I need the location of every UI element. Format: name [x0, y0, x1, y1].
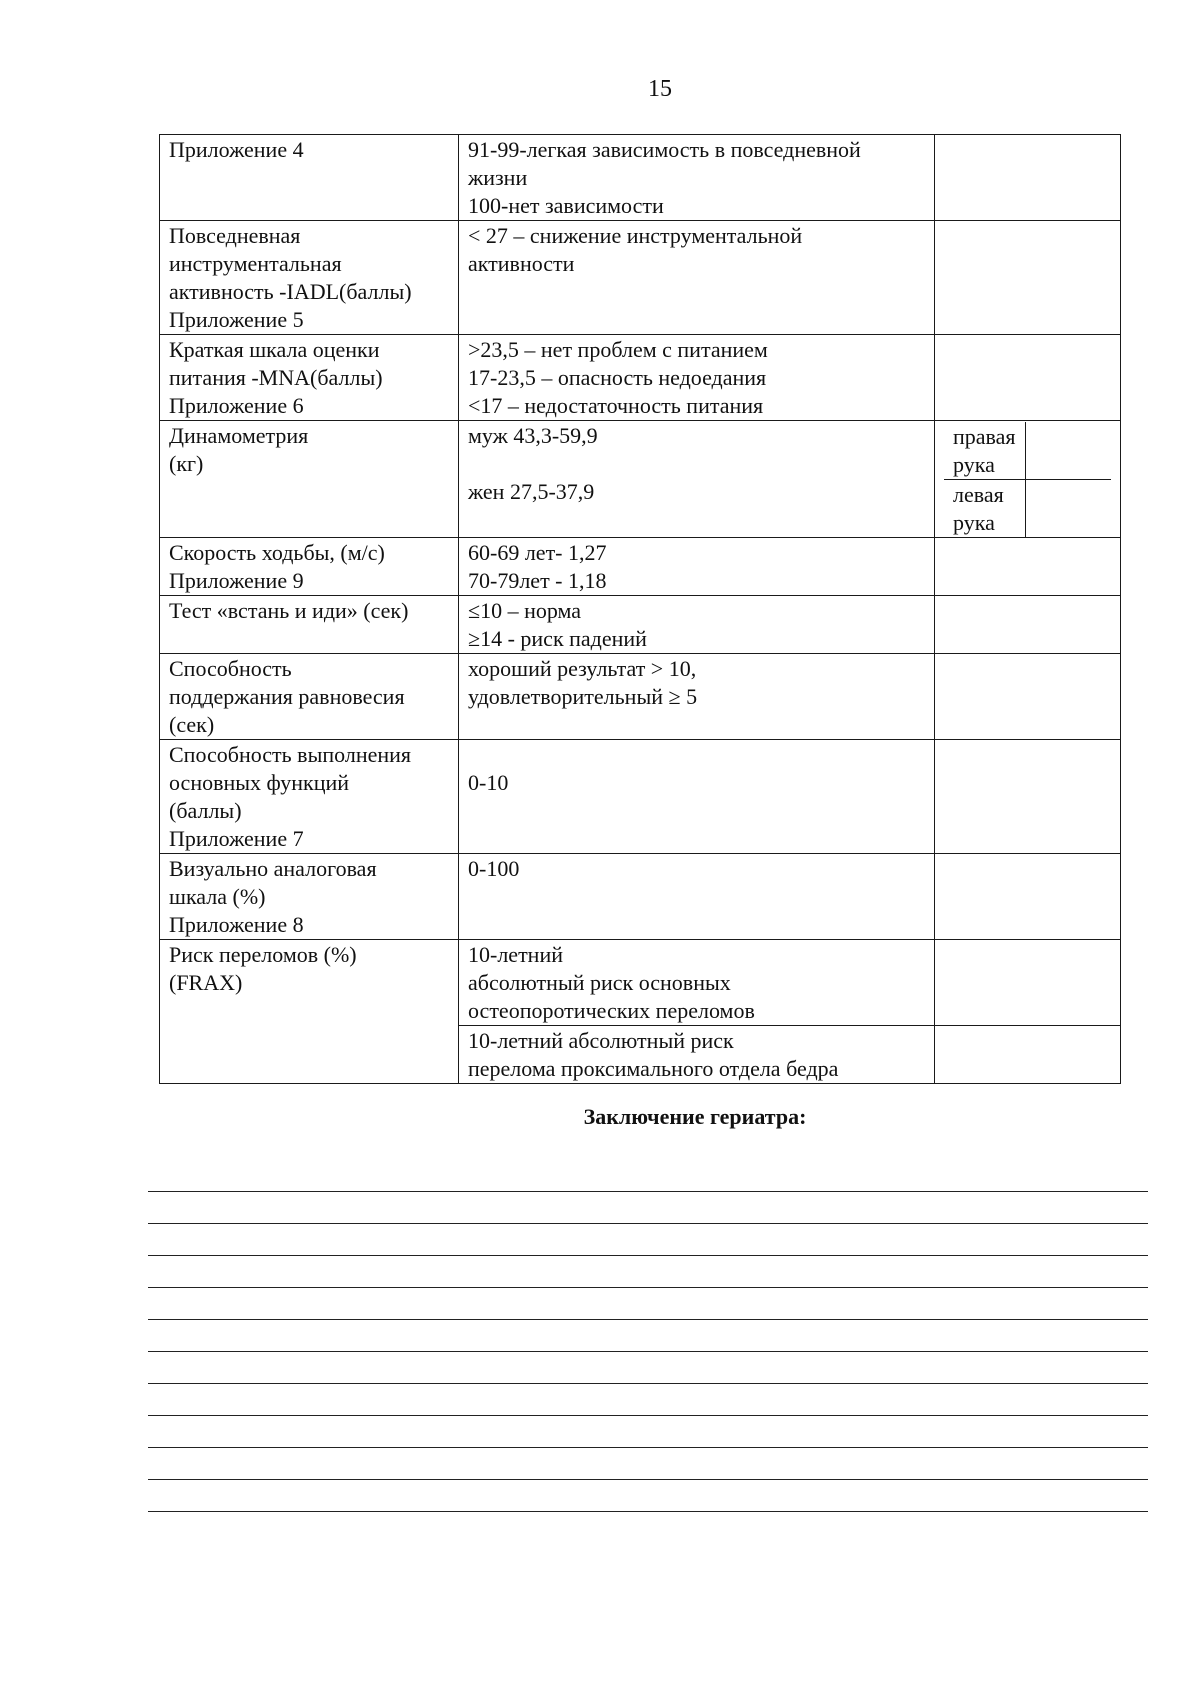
hand-label-line: рука	[953, 452, 995, 477]
hand-label-line: рука	[953, 510, 995, 535]
norm-cell	[459, 221, 935, 335]
norm-line: 60-69 лет- 1,27	[468, 540, 607, 565]
indicator-line: (баллы)	[169, 798, 242, 823]
result-cell[interactable]	[935, 654, 1121, 740]
blank-line[interactable]	[148, 1384, 1148, 1416]
table-row	[160, 596, 1121, 654]
hand-label-line: левая	[953, 482, 1004, 507]
table-row	[160, 221, 1121, 335]
assessment-table	[159, 134, 1121, 1084]
result-cell[interactable]	[935, 940, 1121, 1026]
indicator-line: основных функций	[169, 770, 350, 795]
indicator-cell	[160, 854, 459, 940]
blank-line[interactable]	[148, 1416, 1148, 1448]
indicator-line: Способность выполнения	[169, 742, 412, 767]
norm-line: 70-79лет - 1,18	[468, 568, 607, 593]
norm-line: 100-нет зависимости	[468, 193, 664, 218]
norm-line: перелома проксимального отдела бедра	[468, 1056, 839, 1081]
norm-line: 10-летний абсолютный риск	[468, 1028, 734, 1053]
norm-cell	[459, 538, 935, 596]
indicator-line: питания -MNA(баллы)	[169, 365, 383, 390]
table-row	[160, 654, 1121, 740]
norm-line: < 27 – снижение инструментальной	[468, 223, 803, 248]
indicator-cell	[160, 654, 459, 740]
indicator-line: Повседневная	[169, 223, 301, 248]
right-hand-value[interactable]	[1025, 422, 1111, 480]
indicator-cell	[160, 221, 459, 335]
table-row	[160, 421, 1121, 538]
hand-subtable	[944, 422, 1111, 537]
norm-line: остеопоротических переломов	[468, 998, 755, 1023]
norm-line: активности	[468, 251, 575, 276]
indicator-cell	[160, 940, 459, 1084]
norm-male: муж 43,3-59,9	[468, 423, 598, 448]
norm-cell	[459, 940, 935, 1026]
norm-line: абсолютный риск основных	[468, 970, 731, 995]
norm-line: <17 – недостаточность питания	[468, 393, 764, 418]
indicator-cell	[160, 596, 459, 654]
indicator-line: Приложение 6	[169, 393, 304, 418]
hand-label-line: правая	[953, 424, 1016, 449]
blank-line[interactable]	[148, 1480, 1148, 1512]
spacer-line	[468, 741, 925, 769]
norm-line: ≤10 – норма	[468, 598, 582, 623]
page-number: 15	[648, 76, 672, 102]
norm-line: >23,5 – нет проблем с питанием	[468, 337, 768, 362]
table-row	[160, 854, 1121, 940]
norm-cell	[459, 596, 935, 654]
result-cell[interactable]	[935, 135, 1121, 221]
indicator-line: Способность	[169, 656, 292, 681]
indicator-line: инструментальная	[169, 251, 342, 276]
indicator-line: Визуально аналоговая	[169, 856, 377, 881]
indicator-line: активность -IADL(баллы)	[169, 279, 412, 304]
table-row	[160, 335, 1121, 421]
hand-cell	[935, 421, 1121, 538]
norm-line: 91-99-легкая зависимость в повседневной	[468, 137, 861, 162]
norm-cell	[459, 654, 935, 740]
norm-cell	[459, 135, 935, 221]
blank-line[interactable]	[148, 1192, 1148, 1224]
indicator-cell	[160, 421, 459, 538]
norm-line: хороший результат > 10,	[468, 656, 697, 681]
indicator-line: Приложение 8	[169, 912, 304, 937]
indicator-line: Приложение 4	[169, 137, 304, 162]
result-cell[interactable]	[935, 1026, 1121, 1084]
norm-cell	[459, 421, 935, 538]
spacer-line	[468, 450, 925, 478]
table-row	[160, 940, 1121, 1026]
blank-line[interactable]	[148, 1320, 1148, 1352]
indicator-cell	[160, 538, 459, 596]
result-cell[interactable]	[935, 221, 1121, 335]
indicator-line: Приложение 5	[169, 307, 304, 332]
norm-cell	[459, 1026, 935, 1084]
blank-line[interactable]	[148, 1224, 1148, 1256]
norm-line: 0-10	[468, 770, 509, 795]
left-hand-label	[944, 480, 1025, 538]
indicator-line: Краткая шкала оценки	[169, 337, 380, 362]
indicator-cell	[160, 135, 459, 221]
indicator-line: Скорость ходьбы, (м/с)	[169, 540, 385, 565]
result-cell[interactable]	[935, 596, 1121, 654]
result-cell[interactable]	[935, 854, 1121, 940]
indicator-cell	[160, 335, 459, 421]
result-cell[interactable]	[935, 538, 1121, 596]
indicator-line: Тест «встань и иди» (сек)	[169, 598, 409, 623]
norm-line: 10-летний	[468, 942, 564, 967]
left-hand-value[interactable]	[1025, 480, 1111, 538]
table-row	[160, 135, 1121, 221]
indicator-line: Приложение 9	[169, 568, 304, 593]
right-hand-label	[944, 422, 1025, 480]
norm-line: жизни	[468, 165, 528, 190]
indicator-line: поддержания равновесия	[169, 684, 405, 709]
norm-line: 0-100	[468, 856, 520, 881]
right-hand-row	[944, 422, 1111, 480]
table-row	[160, 740, 1121, 854]
indicator-line: (сек)	[169, 712, 215, 737]
result-cell[interactable]	[935, 335, 1121, 421]
conclusion-title: Заключение гериатра:	[583, 1104, 807, 1129]
norm-line: ≥14 - риск падений	[468, 626, 647, 651]
left-hand-row	[944, 480, 1111, 538]
norm-cell	[459, 335, 935, 421]
indicator-line: Приложение 7	[169, 826, 304, 851]
indicator-line: Динамометрия	[169, 423, 309, 448]
blank-line[interactable]	[148, 1448, 1148, 1480]
indicator-line: (FRAX)	[169, 970, 243, 995]
norm-female: жен 27,5-37,9	[468, 479, 595, 504]
norm-line: удовлетворительный ≥ 5	[468, 684, 698, 709]
norm-cell	[459, 740, 935, 854]
blank-line[interactable]	[148, 1160, 1148, 1192]
table-row	[160, 538, 1121, 596]
indicator-cell	[160, 740, 459, 854]
indicator-line: шкала (%)	[169, 884, 266, 909]
indicator-line: (кг)	[169, 451, 204, 476]
norm-cell	[459, 854, 935, 940]
blank-line[interactable]	[148, 1352, 1148, 1384]
norm-line: 17-23,5 – опасность недоедания	[468, 365, 767, 390]
blank-line[interactable]	[148, 1288, 1148, 1320]
conclusion-lines[interactable]	[148, 1160, 1148, 1512]
indicator-line: Риск переломов (%)	[169, 942, 357, 967]
result-cell[interactable]	[935, 740, 1121, 854]
blank-line[interactable]	[148, 1256, 1148, 1288]
